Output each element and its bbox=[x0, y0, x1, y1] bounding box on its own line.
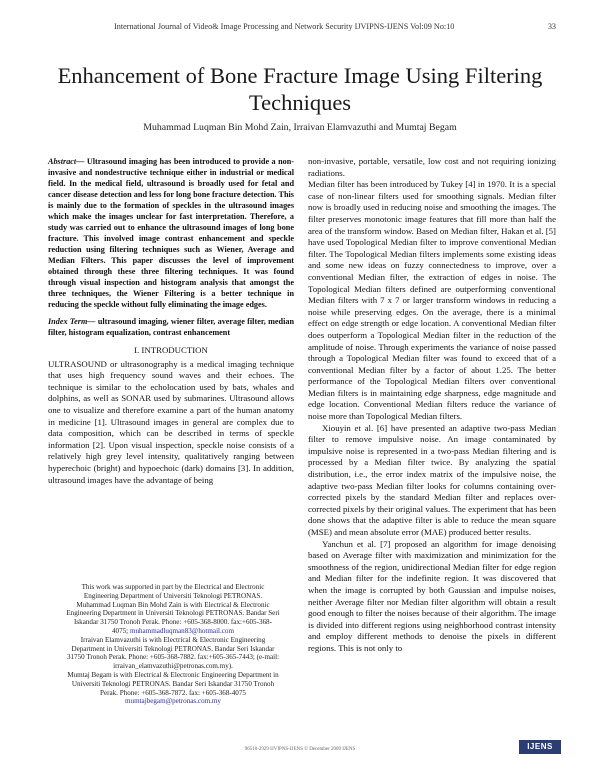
right-column bbox=[308, 156, 556, 655]
email-link-2[interactable]: mumtajbegam@petronas.com.my bbox=[125, 697, 221, 706]
page-footer: 96510-2929 IJVIPNS-IJENS © December 2009 IJENS bbox=[244, 747, 356, 752]
right-paragraph-3: Xiouyin et al. [6] have presented an adaptive two-pass Median filter to remove impulsive noise. An image contaminated by impulsive noise is represented in a two-pass Median filtering and is processed by a Median filter twice. By analyzing the spatial distribution, i.e., the error index matrix of the impulsive noise, the adaptive two-pass Median filter looks for columns containing over-corrected pixels by the standard Median filter and replaces over-corrected pixels by their original values. The experiment that has been done shows that the adaptive filter is able to reduce the mean square (MSE) and mean absolute error (MAE) produced better results. bbox=[308, 422, 556, 537]
right-paragraph-2: Median filter has been introduced by Tukey [4] in 1970. It is a special case of non-linear filters used for smoothing signals. Median filter now is broadly used in reducing noise and smoothing the images. The filter preserves monotonic image features that fill more than half the area of the transform window. Based on Median filter, Hakan et al. [5] have used Topological Median filter to improve conventional Median filter. The Topological Median filters implements some existing ideas and some new ideas on fuzzy connectedness to improve, over a conventional Median filter, the extraction of edges in noise. The Topological Median filters defined are outperforming conventional Median filters with 7 x 7 or larger transform windows in reducing a noise while preserving edges. On the average, there is a minimal effect on edge strength or edge location. A conventional Median filter does outperform a Topological Median filter in the reduction of the amplitude of noise. Through experiments the variance of noise passed through a Topological Median filter was found to exceed that of a conventional Median filter by a factor of about 1.25. The better performance of the Topological Median filters over conventional Median filters is in maintaining edge sharpness, edge magnitude and edge location. Conventional Median filters reduce the variance of noise more than Topological Median filters. bbox=[308, 179, 556, 422]
introduction-paragraph: ULTRASOUND or ultrasonography is a medical imaging technique that uses high frequency sound waves and their echoes. The technique is similar to the echolocation used by bats, whales and dolphins, as well as SONAR used by submarines. Ultrasound allows one to visualize and therefore examine a part of the human anatomy in medicine [1]. Ultrasound images in general are complex due to data composition, which can be described in terms of speckle information [2]. Upon visual inspection, speckle noise consists of a relatively high grey level intensity, qualitatively ranging between hyperechoic (bright) and hypoechoic (dark) domains [3]. In addition, ultrasound images have the advantage of being bbox=[48, 358, 294, 485]
footnote-funding: This work was supported in part by the Electrical and Electronic Engineering Department of Universiti Teknologi PETRONAS. bbox=[81, 583, 265, 600]
footnote-author-2: Irraivan Elamvazuthi is with Electrical & Electronic Engineering Department in Universiti Teknologi PETRONAS. Bandar Seri Iskandar 31750 Tronoh Perak. Phone: +605-368-7882. fax:+605-365-7443; (e-mail: irraivan_elamvazuthi@petronas.com.my). bbox=[66, 635, 280, 671]
index-terms-text: ultrasound imaging, wiener filter, average filter, median filter, histogram equalization, contrast enhancement bbox=[48, 317, 294, 337]
author-footnote bbox=[66, 583, 280, 706]
right-paragraph-4: Yanchun et al. [7] proposed an algorithm for image denoising based on Average filter with maximization and minimization for the smoothness of the region, unidirectional Median filter for edge region and Median filter for the indefinite region. It was discovered that when the image is corrupted by both Gaussian and impulse noises, neither Average filter nor Median filter algorithm will obtain a result good enough to filter the noises because of their algorithm. The image is divided into different regions using neighborhood contrast intensity and employ different methods to denoise the pixels in different regions. This is not only to bbox=[308, 538, 556, 653]
running-header bbox=[48, 22, 556, 36]
abstract bbox=[48, 156, 294, 310]
index-terms bbox=[48, 316, 294, 338]
footnote-author-3: Mumtaj Begam is with Electrical & Electronic Engineering Department in Universiti Teknologi PETRONAS. Bandar Seri Iskandar 31750 Tronoh Perak. Phone: +605-368-7872. fax: +605-368-4075 bbox=[67, 670, 279, 697]
right-paragraph-1: non-invasive, portable, versatile, low cost and not requiring ionizing radiations. bbox=[308, 156, 556, 178]
email-link-1[interactable]: muhammadluqman83@hotmail.com bbox=[129, 626, 234, 635]
ijens-logo: IJENS bbox=[519, 740, 561, 754]
journal-name: International Journal of Video& Image Processing and Network Security IJVIPNS-IJENS Vol:09 No:10 bbox=[114, 22, 455, 31]
index-terms-label: Index Term— bbox=[48, 317, 96, 326]
paper-title: Enhancement of Bone Fracture Image Using Filtering Techniques bbox=[57, 63, 543, 115]
section-heading-introduction: I. INTRODUCTION bbox=[134, 345, 208, 355]
footnote-author-1-text: Muhammad Luqman Bin Mohd Zain is with Electrical & Electronic Engineering Department in Universiti Teknologi PETRONAS. Bandar Seri Iskandar 31750 Tronoh Perak. Phone: +605-368-8000. fax:+605-368-4075; bbox=[66, 600, 280, 635]
left-column bbox=[48, 156, 294, 486]
page-number: 33 bbox=[547, 22, 556, 31]
abstract-text: Ultrasound imaging has been introduced to provide a non-invasive and nondestructive technique either in industrial or medical field. In the medical field, ultrasound is broadly used for fetal and cancer disease detection and less for long bone fracture detection. This is mainly due to the formation of speckles in the ultrasound images which make the images unclear for fast interpretation. Therefore, a study was carried out to enhance the ultrasound images of long bone fracture. This involved image contrast enhancement and speckle reduction using filtering techniques such as Wiener, Average and Median Filters. This paper discusses the level of improvement obtained through these three filtering techniques. It was found through visual inspection and histogram analysis that amongst the three techniques, the Wiener Filtering is a better technique in reducing the speckle without fully eliminating the image edges. bbox=[48, 157, 295, 309]
author-list: Muhammad Luqman Bin Mohd Zain, Irraivan Elamvazuthi and Mumtaj Begam bbox=[143, 122, 457, 133]
footnote-author-1 bbox=[66, 601, 280, 636]
abstract-label: Abstract— bbox=[48, 157, 85, 166]
